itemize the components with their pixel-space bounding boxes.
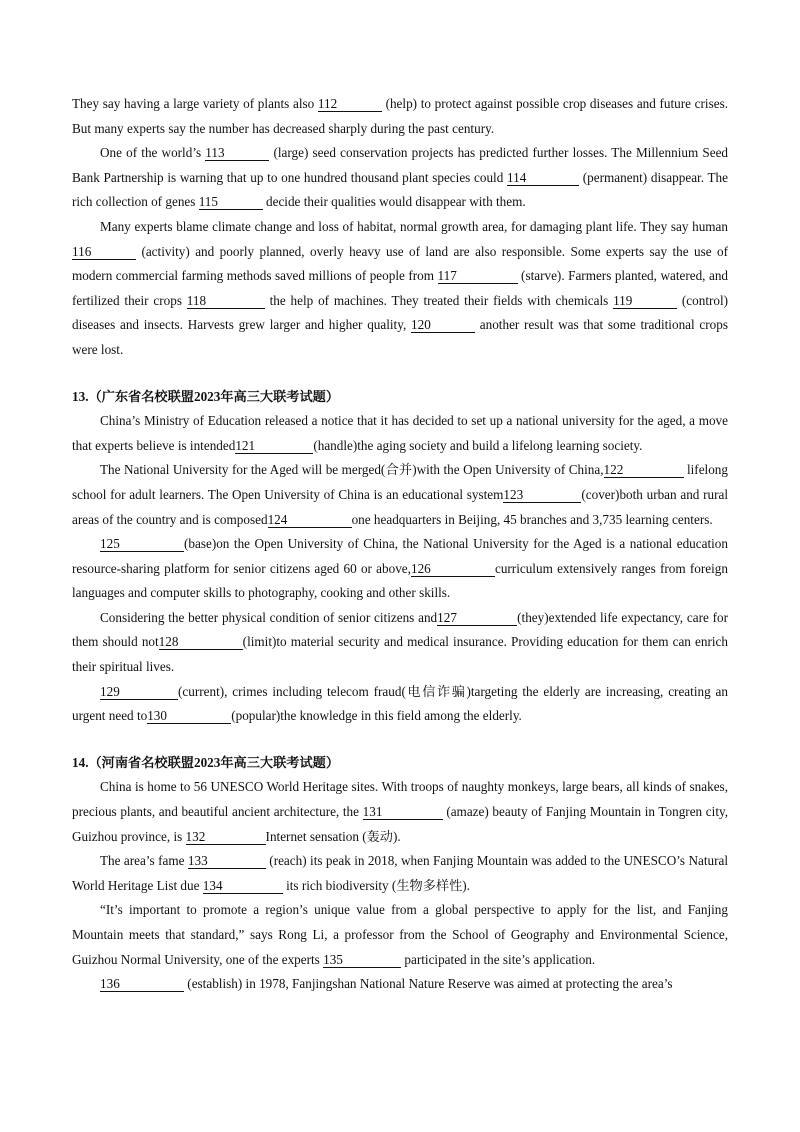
text-run: Many experts blame climate change and loss of habitat, normal growth area, for damaging plant life. They say human [100, 218, 728, 234]
passage-13-paragraph-3 [72, 532, 728, 606]
blank-128[interactable]: 128 [159, 635, 243, 650]
text-run: (base)on the Open University of China, the National University for the Aged is a national education resource-sharing platform for senior citizens aged 60 or above, [72, 536, 728, 576]
passage-14-paragraph-3 [72, 898, 728, 972]
blank-129[interactable]: 129 [100, 685, 178, 700]
text-run: (help) to protect against possible crop diseases and future crises. But many experts say the number has decreased sharply during the past century. [72, 96, 729, 136]
blank-118[interactable]: 118 [187, 294, 265, 309]
text-run: (current), crimes including telecom fraud(电信诈骗)targeting the elderly are increasing, creating an urgent need to [72, 683, 728, 724]
text-run: The National University for the Aged will be merged(合并)with the Open University of China, [100, 462, 604, 478]
passage-13-paragraph-1 [72, 409, 728, 458]
text-run: The area’s fame [100, 853, 185, 869]
section-13-heading: 13.（广东省名校联盟2023年高三大联考试题） [72, 388, 340, 404]
blank-127[interactable]: 127 [437, 611, 517, 626]
text-run: participated in the site’s application. [404, 951, 596, 967]
passage-13-paragraph-2 [72, 458, 728, 532]
text-run: “It’s important to promote a region’s unique value from a global perspective to apply for the list, and Fanjing Mountain meets that standard,” says Rong Li, a professor from the School of Geography and Environmental Science, Guizhou Normal University, one of the experts [72, 902, 728, 967]
passage-12-paragraph-2 [72, 141, 728, 215]
text-run: (starve). Farmers planted, watered, and fertilized their crops [72, 268, 729, 308]
passage-13-paragraph-4 [72, 606, 728, 680]
text-run: (reach) its peak in 2018, when Fanjing Mountain was added to the UNESCO’s Natural World Heritage List due [72, 853, 728, 893]
passage-14-paragraph-2 [72, 849, 728, 898]
text-run: one headquarters in Beijing, 45 branches and 3,735 learning centers. [351, 511, 713, 527]
passage-14-paragraph-1 [72, 775, 728, 849]
passage-13-paragraph-5 [72, 680, 728, 729]
text-run: lifelong school for adult learners. The Open University of China is an educational system [72, 462, 728, 502]
blank-122[interactable]: 122 [604, 463, 684, 478]
text-run: China’s Ministry of Education released a notice that it has decided to set up a national university for the aged, a move that experts believe is intended [72, 413, 728, 453]
text-run: (cover)both urban and rural areas of the country and is composed [72, 486, 728, 527]
text-run: (activity) and poorly planned, overly heavy use of land are also responsible. Some experts say the use of modern commercial farming methods saved millions of people from [72, 243, 729, 284]
text-run: (popular)the knowledge in this field among the elderly. [231, 708, 522, 724]
text-run: (large) seed conservation projects has predicted further losses. The Millennium Seed Bank Partnership is warning that up to one hundred thousand plant species could [72, 145, 729, 185]
blank-116[interactable]: 116 [72, 245, 136, 260]
text-run: (permanent) disappear. The rich collection of genes [72, 169, 728, 210]
blank-117[interactable]: 117 [438, 269, 518, 284]
text-run: One of the world’s [100, 145, 202, 161]
text-run: (establish) in 1978, Fanjingshan National Nature Reserve was aimed at protecting the area’s [187, 976, 673, 992]
text-run: Considering the better physical condition of senior citizens and [100, 609, 438, 625]
blank-130[interactable]: 130 [147, 709, 231, 724]
text-run: curriculum extensively ranges from foreign languages and computer skills to photography, cooking and other skills. [72, 560, 728, 601]
text-run: (handle)the aging society and build a lifelong learning society. [313, 437, 643, 453]
blank-125[interactable]: 125 [100, 537, 184, 552]
blank-131[interactable]: 131 [363, 805, 443, 820]
blank-126[interactable]: 126 [411, 562, 495, 577]
blank-134[interactable]: 134 [203, 879, 283, 894]
text-run: another result was that some traditional crops were lost. [72, 317, 728, 357]
passage-14-paragraph-4 [72, 972, 728, 997]
blank-133[interactable]: 133 [188, 854, 266, 869]
text-run: Internet sensation (轰动). [265, 828, 401, 844]
text-run: (amaze) beauty of Fanjing Mountain in Tongren city, Guizhou province, is [72, 804, 729, 844]
passage-12-paragraph-3 [72, 215, 728, 363]
text-run: They say having a large variety of plants also [72, 96, 315, 111]
blank-114[interactable]: 114 [507, 171, 579, 186]
blank-123[interactable]: 123 [503, 488, 581, 503]
text-run: decide their qualities would disappear with them. [266, 194, 526, 210]
blank-112[interactable]: 112 [318, 97, 382, 112]
blank-120[interactable]: 120 [411, 318, 475, 333]
blank-136[interactable]: 136 [100, 977, 184, 992]
text-run: (limit)to material security and medical insurance. Providing education for them can enrich their spiritual lives. [72, 634, 728, 675]
passage-12-paragraph-1 [72, 92, 728, 141]
blank-113[interactable]: 113 [205, 146, 269, 161]
text-run: (control) diseases and insects. Harvests grew larger and higher quality, [72, 292, 729, 333]
blank-119[interactable]: 119 [613, 294, 677, 309]
section-14-heading: 14.（河南省名校联盟2023年高三大联考试题） [72, 754, 340, 770]
text-run: its rich biodiversity (生物多样性). [286, 877, 470, 893]
text-run: (they)extended life expectancy, care for them should not [72, 609, 728, 650]
text-run: China is home to 56 UNESCO World Heritage sites. With troops of naughty monkeys, large bears, all kinds of snakes, precious plants, and beautiful ancient architecture, the [72, 779, 728, 820]
document-page [72, 92, 728, 997]
blank-135[interactable]: 135 [323, 953, 401, 968]
blank-124[interactable]: 124 [268, 513, 352, 528]
text-run: the help of machines. They treated their fields with chemicals [269, 292, 609, 308]
blank-115[interactable]: 115 [199, 195, 263, 210]
blank-132[interactable]: 132 [186, 830, 266, 845]
blank-121[interactable]: 121 [235, 439, 313, 454]
